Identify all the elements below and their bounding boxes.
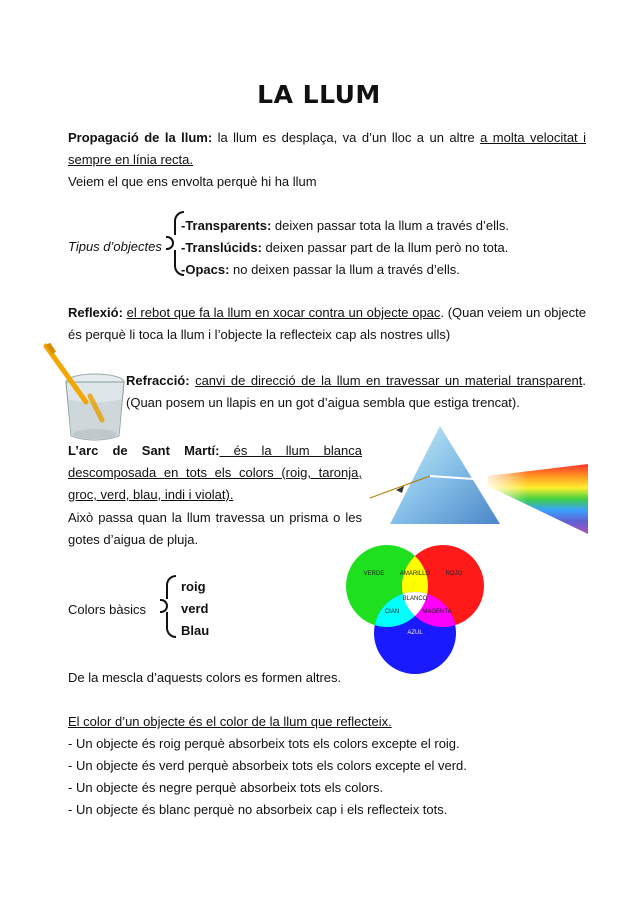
arc-underlined-2: descomposada en tots els colors (roig, taronja,	[68, 465, 362, 480]
brace-tip	[166, 236, 174, 250]
propagacio-label: Propagació de la llum:	[68, 130, 213, 145]
refraccio-label: Refracció:	[126, 373, 190, 388]
tipus-item-label: -Translúcids:	[181, 240, 262, 255]
colors-basics-label: Colors bàsics	[68, 602, 147, 617]
colors-brace-bottom	[166, 612, 176, 638]
reflexio-underlined: el rebot que fa la llum en xocar contra un objecte opac	[126, 305, 441, 320]
arc-line-5: gotes d’aigua de pluja.	[68, 532, 199, 547]
prism-image	[370, 424, 590, 534]
tipus-item-translucids	[181, 239, 508, 256]
venn-label-azul: AZUL	[407, 630, 423, 636]
color-item-blau: Blau	[181, 623, 210, 638]
tipus-label: Tipus d’objectes	[68, 239, 162, 254]
propagacio-line-2	[68, 151, 193, 168]
tipus-item-text: no deixen passar la llum a través d’ells.	[229, 262, 460, 277]
refraccio-line-1	[126, 372, 586, 389]
glass-pencil-image	[40, 344, 130, 444]
color-item-verd: verd	[181, 601, 209, 616]
reflexio-text: . (Quan veiem un objecte	[440, 305, 586, 320]
colors-brace-top	[166, 575, 176, 599]
color-venn-diagram	[340, 542, 490, 678]
color-objecte-heading-text: El color d’un objecte és el color de la llum que reflecteix.	[68, 714, 392, 729]
propagacio-line-1	[68, 129, 586, 146]
arc-underlined-3: groc, verd, blau, indi i violat).	[68, 487, 234, 502]
arc-underlined-1: és la llum blanca	[219, 443, 362, 458]
tipus-item-text: deixen passar tota la llum a través d’ells.	[271, 218, 510, 233]
page-title: LA LLUM	[257, 80, 381, 109]
venn-label-cian: CIAN	[384, 609, 400, 615]
arc-line-2	[68, 464, 362, 481]
venn-label-magenta: MAGENTA	[422, 609, 452, 615]
tipus-item-label: -Transparents:	[181, 218, 272, 233]
refraccio-line-2: (Quan posem un llapis en un got d’aigua sembla que estiga trencat).	[126, 395, 520, 410]
refraccio-text: .	[582, 373, 586, 388]
color-objecte-line: - Un objecte és verd perquè absorbeix tots els colors excepte el verd.	[68, 758, 467, 773]
tipus-item-label: -Opacs:	[181, 262, 230, 277]
tipus-item-opacs	[181, 261, 460, 278]
venn-label-blanco: BLANCO	[402, 596, 428, 602]
arc-label: L’arc de Sant Martí:	[68, 443, 220, 458]
propagacio-line-3: Veiem el que ens envolta perquè hi ha llum	[68, 174, 317, 189]
tipus-item-text: deixen passar part de la llum però no tota.	[261, 240, 509, 255]
reflexio-line-2: és perquè li toca la llum i l’objecte la reflecteix cap als nostres ulls)	[68, 327, 451, 342]
propagacio-text: la llum es desplaça, va d’un lloc a un altre	[212, 130, 481, 145]
venn-label-verde: VERDE	[363, 571, 385, 577]
color-item-roig: roig	[181, 579, 206, 594]
propagacio-underlined-2: sempre en línia recta.	[68, 152, 194, 167]
arc-line-4: Això passa quan la llum travessa un prisma o les	[68, 510, 362, 525]
colors-brace-tip	[160, 599, 168, 613]
color-objecte-line: - Un objecte és negre perquè absorbeix tots els colors.	[68, 780, 384, 795]
arc-line-1	[68, 442, 362, 459]
color-objecte-heading	[68, 713, 392, 730]
propagacio-underlined-1: a molta velocitat i	[480, 130, 586, 145]
mescla-text: De la mescla d’aquests colors es formen altres.	[68, 670, 342, 685]
color-objecte-line: - Un objecte és roig perquè absorbeix tots els colors excepte el roig.	[68, 736, 460, 751]
venn-label-rojo: ROJO	[445, 571, 463, 577]
reflexio-line-1	[68, 304, 586, 321]
refraccio-underlined: canvi de direcció de la llum en travessar un material transparent	[195, 373, 583, 388]
venn-label-amarillo: AMARILLO	[399, 571, 431, 577]
reflexio-label: Reflexió:	[68, 305, 123, 320]
arc-line-3	[68, 486, 233, 503]
color-objecte-line: - Un objecte és blanc perquè no absorbeix cap i els reflecteix tots.	[68, 802, 448, 817]
tipus-item-transparents	[181, 217, 509, 234]
